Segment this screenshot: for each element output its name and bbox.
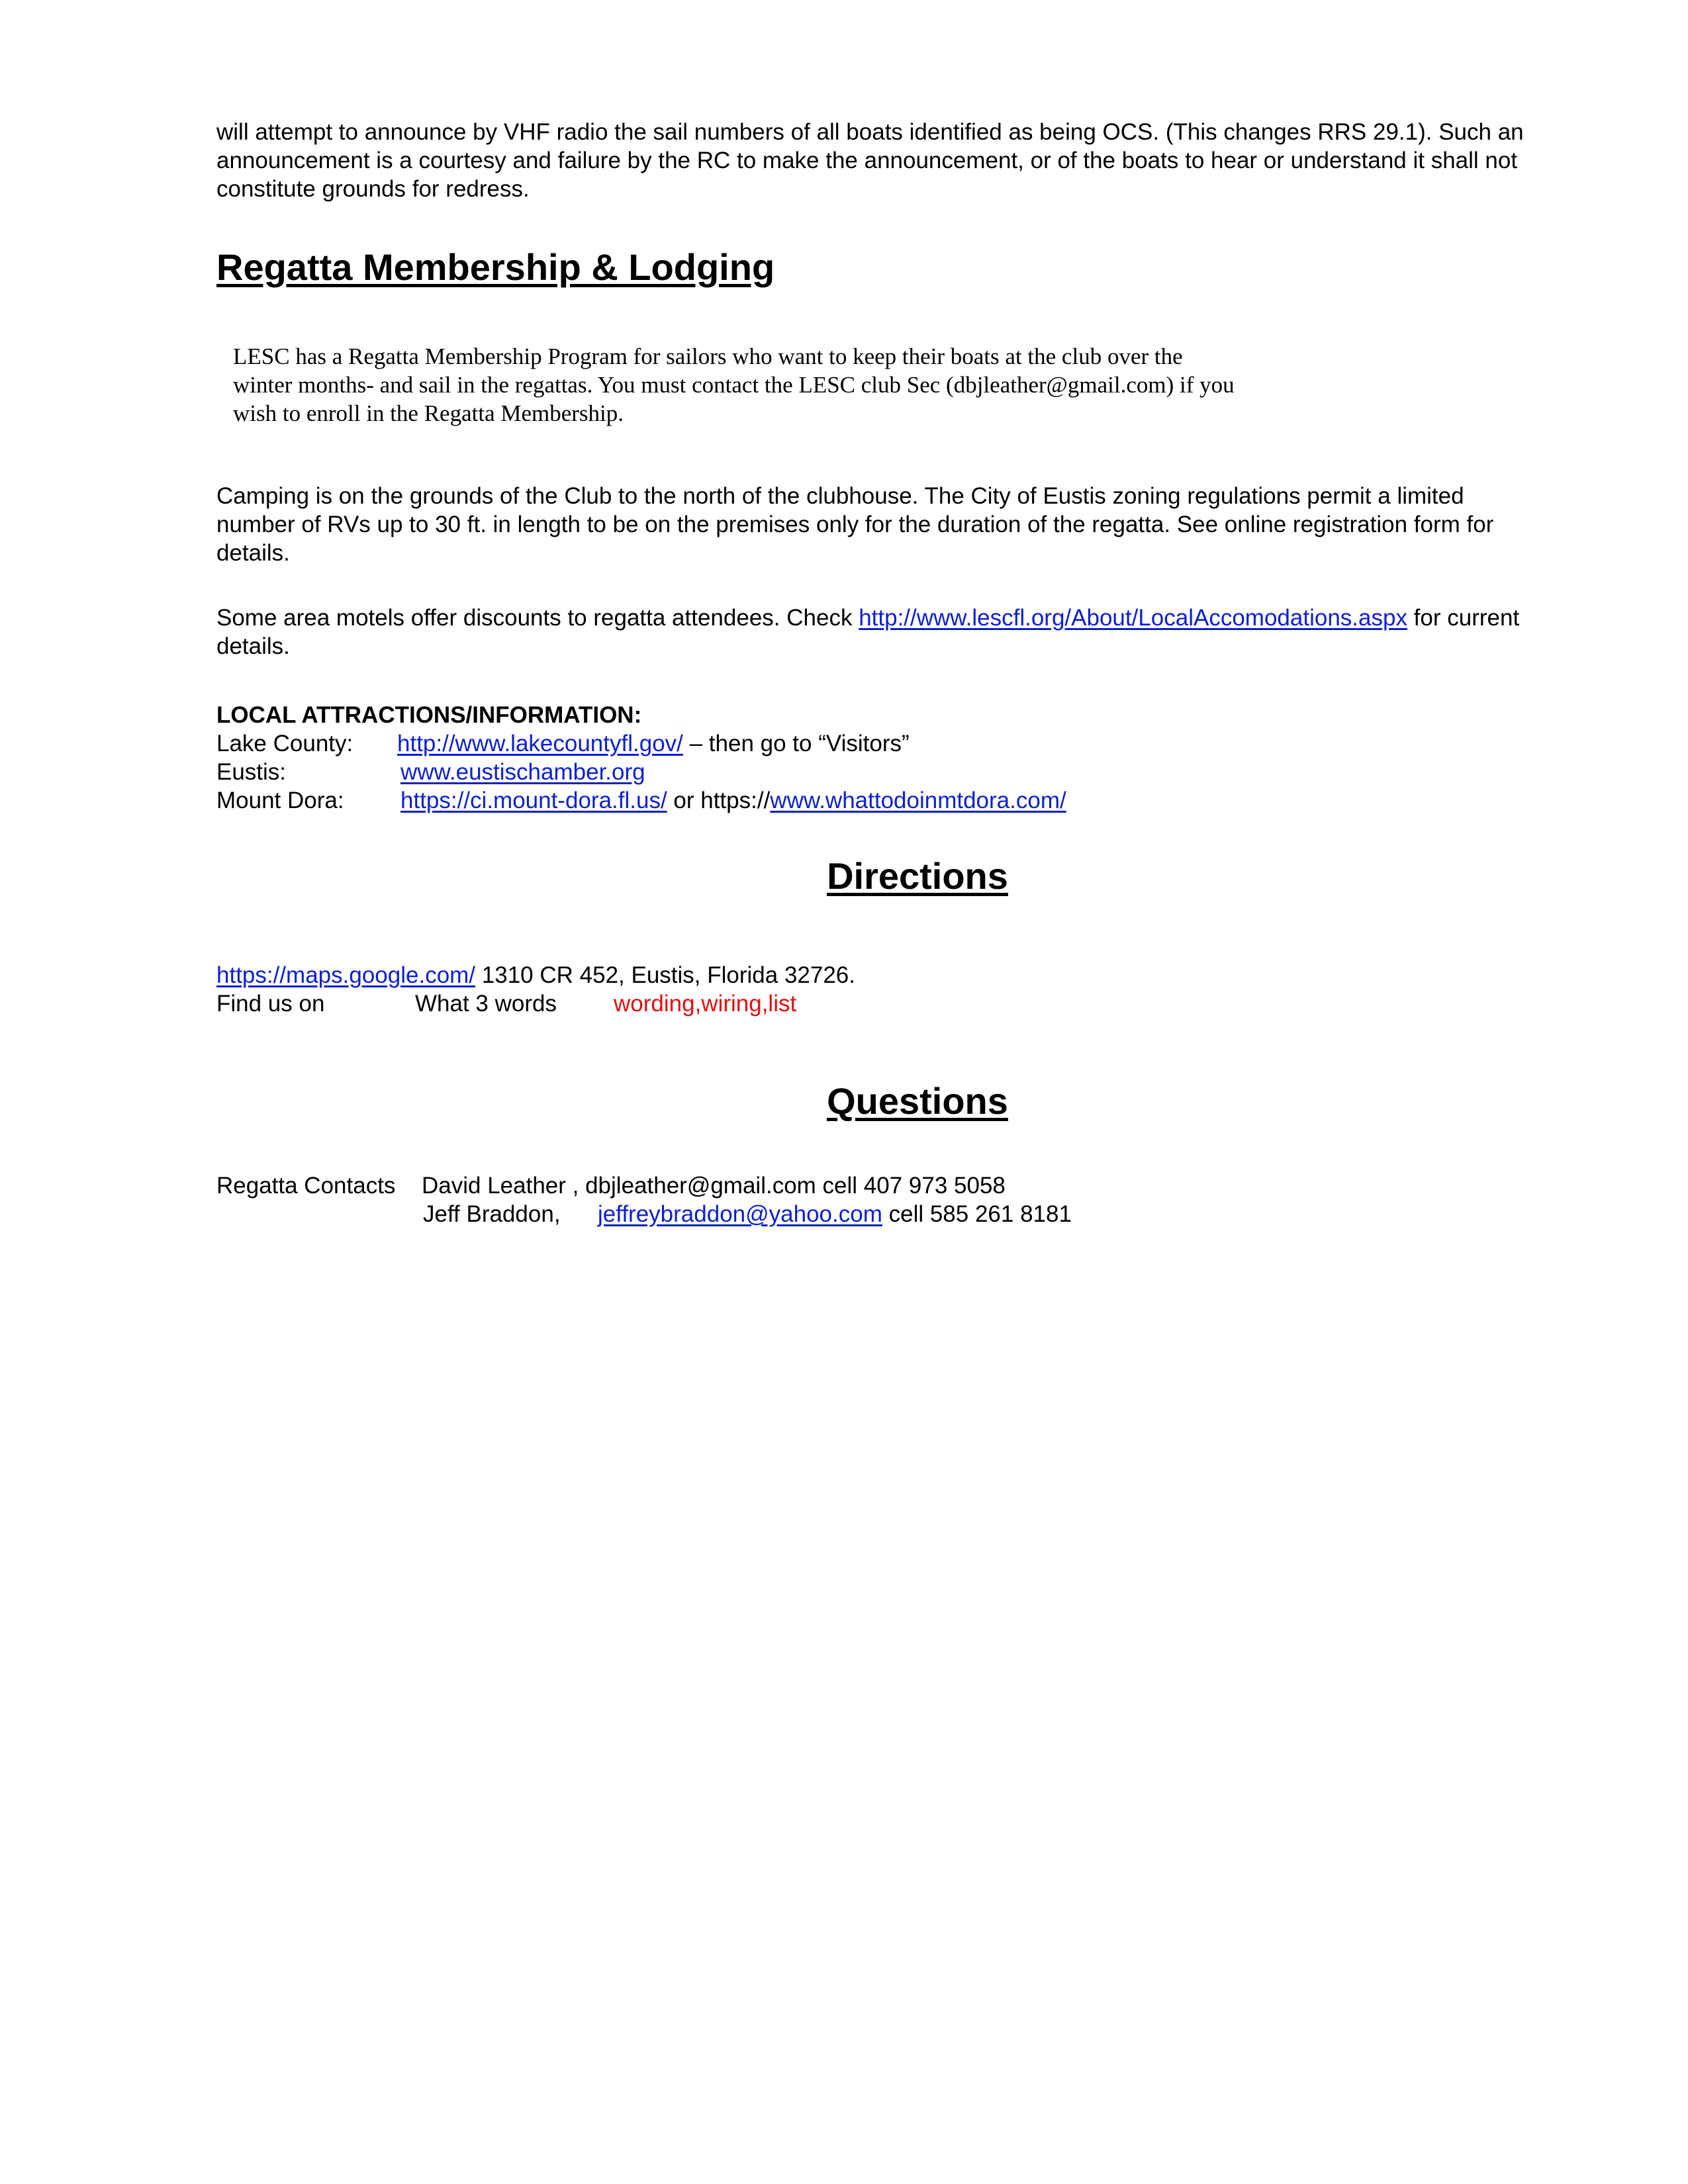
- membership-box-line-3: wish to enroll in the Regatta Membership.: [233, 400, 624, 426]
- intro-paragraph: [216, 118, 1626, 203]
- contact-david-leather: David Leather , dbjleather@gmail.com cell 407 973 5058: [422, 1173, 1006, 1199]
- intro-line-2: announcement is a courtesy and failure by the RC to make the announcement, or of the boats to hear or understand it shall not: [216, 148, 1518, 173]
- motels-text-suffix: for current: [1407, 605, 1520, 631]
- mount-dora-link[interactable]: https://ci.mount-dora.fl.us/: [400, 788, 667, 813]
- address-row: [216, 961, 855, 989]
- find-us-label: Find us on: [216, 991, 325, 1017]
- camping-line-3: details.: [216, 540, 290, 566]
- membership-heading: Regatta Membership & Lodging: [216, 246, 775, 288]
- what3words-label: What 3 words: [415, 991, 557, 1017]
- camping-paragraph: [216, 482, 1626, 567]
- eustis-chamber-link[interactable]: www.eustischamber.org: [400, 759, 645, 785]
- mount-dora-or: or https://: [667, 788, 771, 813]
- lake-county-suffix: – then go to “Visitors”: [682, 731, 910, 756]
- eustis-row: [400, 758, 645, 786]
- contact-jeff-braddon: [423, 1200, 561, 1228]
- google-maps-link[interactable]: https://maps.google.com/: [216, 962, 476, 988]
- motels-paragraph: [216, 604, 1626, 660]
- eustis-label: Eustis:: [216, 759, 287, 785]
- directions-heading: Directions: [827, 855, 1008, 897]
- mount-dora-row: [400, 786, 1066, 815]
- membership-box-line-1: LESC has a Regatta Membership Program for sailors who want to keep their boats at the club over the: [233, 343, 1183, 369]
- intro-line-1: will attempt to announce by VHF radio the sail numbers of all boats identified as being OCS. (This changes RRS 29.1). Such an: [216, 119, 1524, 145]
- camping-line-2: number of RVs up to 30 ft. in length to be on the premises only for the duration of the regatta. See online registration form for: [216, 512, 1494, 537]
- intro-line-3: constitute grounds for redress.: [216, 176, 530, 202]
- membership-box-line-2: winter months- and sail in the regattas. You must contact the LESC club Sec (dbjleather@gmail.com) if you: [233, 372, 1235, 398]
- jeff-email-link[interactable]: jeffreybraddon@yahoo.com: [598, 1201, 882, 1227]
- motels-line-1: [216, 604, 1626, 632]
- motels-line-2: details.: [216, 633, 290, 659]
- motels-text: Some area motels offer discounts to regatta attendees. Check: [216, 605, 859, 631]
- lake-county-label: Lake County:: [216, 731, 353, 756]
- regatta-contacts-label: Regatta Contacts: [216, 1173, 396, 1199]
- address-text: 1310 CR 452, Eustis, Florida 32726.: [475, 962, 855, 988]
- mount-dora-label: Mount Dora:: [216, 788, 344, 813]
- contact-jeff-braddon-details: [598, 1200, 1072, 1228]
- questions-heading: Questions: [827, 1080, 1008, 1122]
- contact2-name: Jeff Braddon,: [423, 1201, 561, 1227]
- contact2-cell: cell 585 261 8181: [882, 1201, 1072, 1227]
- what3words-value: wording,wiring,list: [614, 991, 797, 1017]
- whattodo-link[interactable]: www.whattodoinmtdora.com/: [770, 788, 1066, 813]
- membership-program-text: [233, 342, 1358, 428]
- camping-line-1: Camping is on the grounds of the Club to the north of the clubhouse. The City of Eustis zoning regulations permit a limited: [216, 483, 1464, 509]
- lake-county-row: [397, 729, 910, 758]
- lake-county-link[interactable]: http://www.lakecountyfl.gov/: [397, 731, 683, 756]
- accommodations-link[interactable]: http://www.lescfl.org/About/LocalAccomodations.aspx: [859, 605, 1407, 631]
- local-attractions-heading: LOCAL ATTRACTIONS/INFORMATION:: [216, 702, 642, 728]
